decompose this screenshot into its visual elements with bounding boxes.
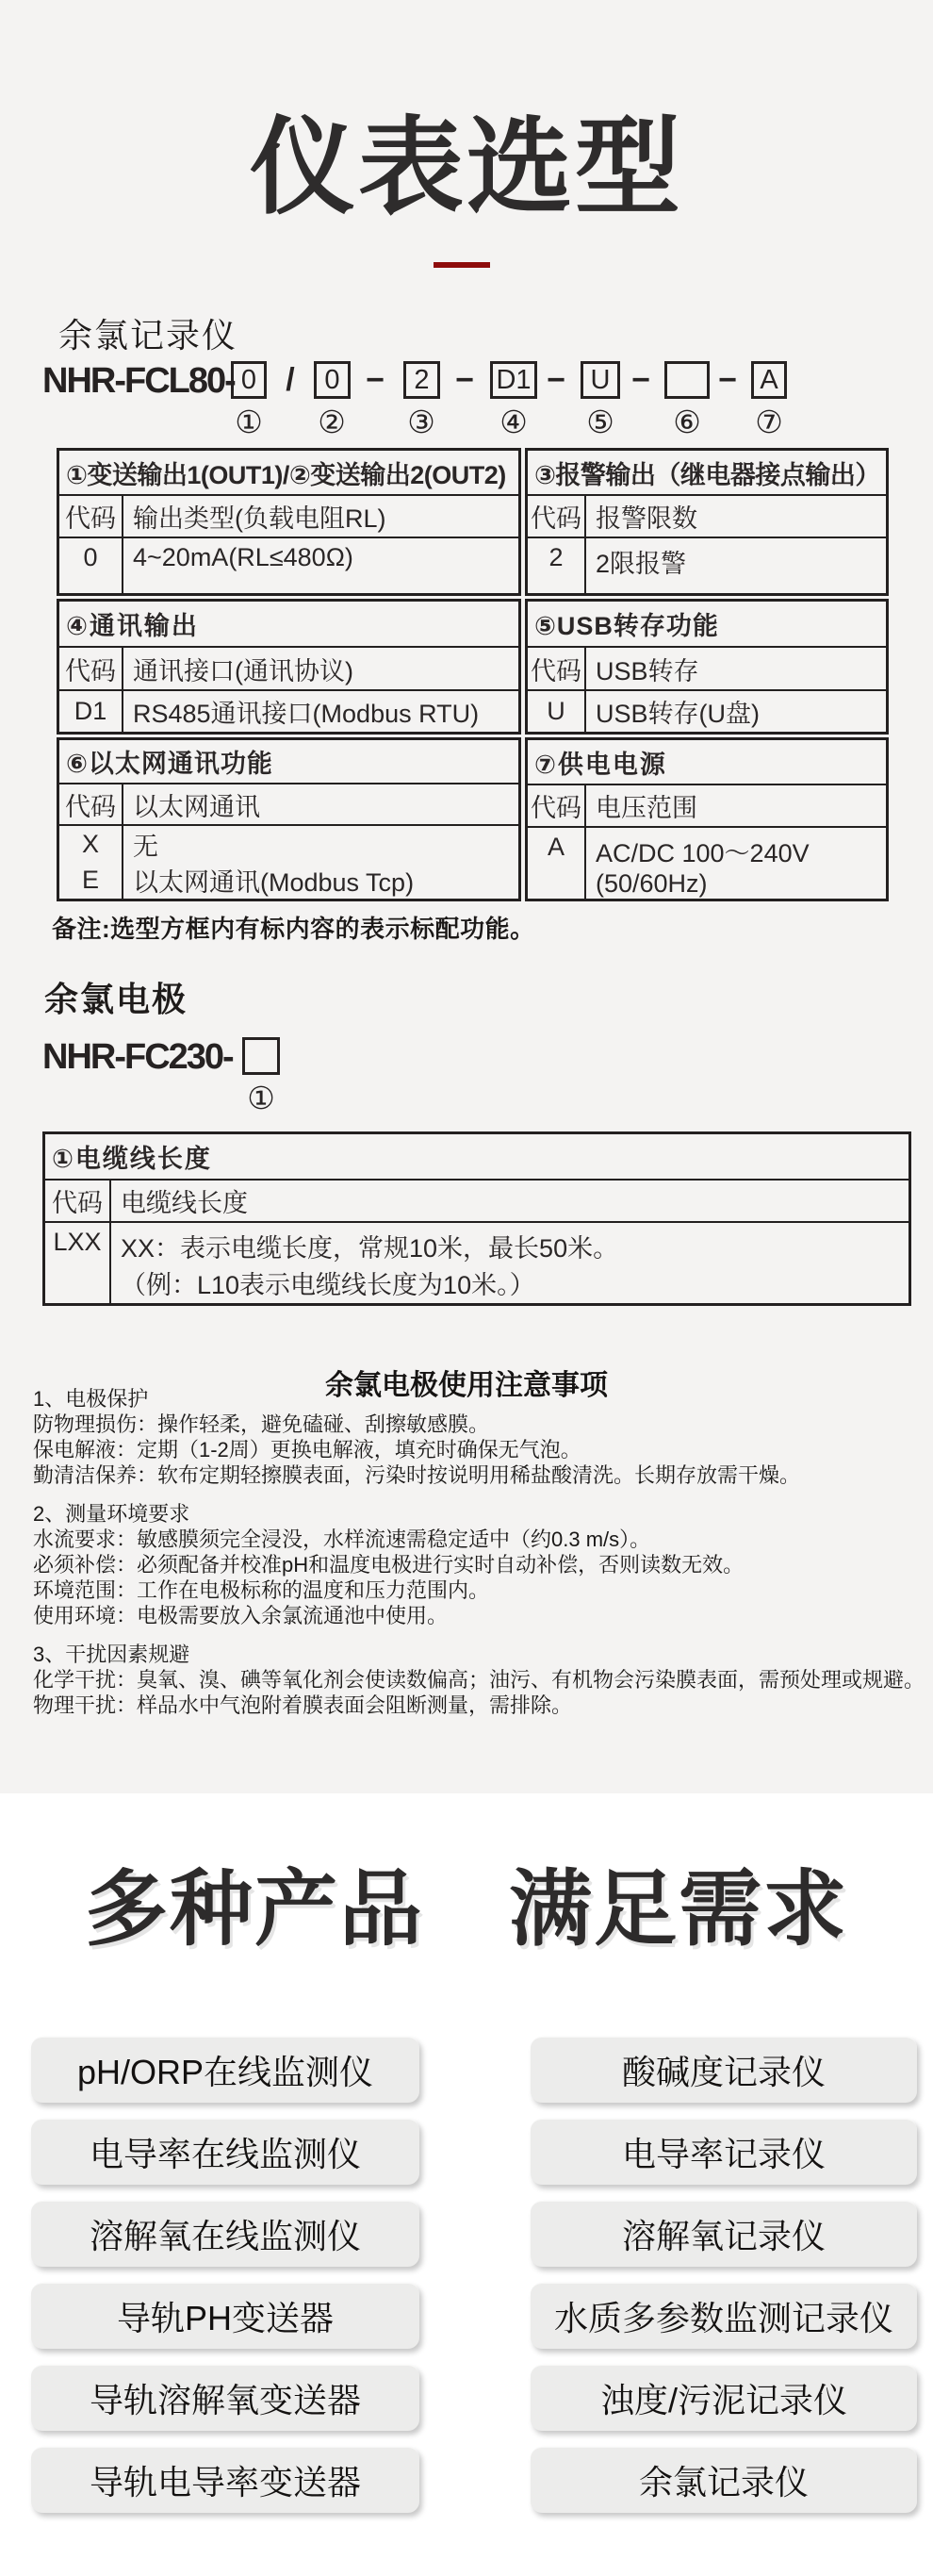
- note-line: 勤清洁保养：软布定期轻擦膜表面，污染时按说明用稀盐酸清洗。长期存放需干燥。: [33, 1463, 801, 1487]
- circled-number-2: ②: [318, 404, 346, 440]
- code-value: X: [59, 826, 123, 862]
- model-separator-2: −: [366, 362, 385, 398]
- model-code-box-1: 0: [231, 361, 267, 399]
- note-line: 水流要求：敏感膜须完全浸没，水样流速需稳定适中（约0.3 m/s）。: [33, 1527, 651, 1551]
- code-value: E: [59, 862, 123, 899]
- desc-value: USB转存(U盘): [596, 700, 760, 728]
- col-header-desc: 以太网通讯: [133, 792, 260, 821]
- desc-line-1: AC/DC 100～240V: [596, 839, 810, 867]
- note-line: 防物理损伤：操作轻柔，避免磕碰、刮擦敏感膜。: [33, 1412, 490, 1436]
- desc-value: 2限报警: [596, 550, 687, 578]
- circled-number-7: ⑦: [755, 404, 783, 440]
- model-separator-3: −: [455, 362, 474, 398]
- notes-title: 余氯电极使用注意事项: [325, 1370, 608, 1401]
- note-group-1: [33, 1386, 909, 1488]
- note-heading: 1、电极保护: [33, 1387, 149, 1411]
- code-value: D1: [59, 691, 123, 732]
- recorder-model-prefix: NHR-FCL80-: [42, 361, 235, 401]
- table-header-row: [528, 648, 886, 691]
- note-line: 保电解液：定期（1-2周）更换电解液，填充时确保无气泡。: [33, 1438, 581, 1461]
- electrode-model-line: [0, 1037, 933, 1127]
- col-header-desc: 报警限数: [596, 504, 697, 533]
- desc-value: 以太网通讯(Modbus Tcp): [133, 868, 415, 897]
- col-header-code: 代码: [528, 496, 586, 537]
- note-heading: 2、测量环境要求: [33, 1502, 190, 1526]
- model-code-box-3: 2: [403, 361, 440, 399]
- code-value: 2: [528, 538, 586, 593]
- desc-line-2: (50/60Hz): [596, 869, 708, 898]
- col-header-desc: USB转存: [596, 656, 699, 685]
- col-header-desc: 电压范围: [596, 794, 697, 823]
- table-header-row: [59, 784, 518, 826]
- table-row: [528, 691, 886, 732]
- col-header-code: 代码: [528, 785, 586, 826]
- table-row: [528, 538, 886, 593]
- note-group-3: [33, 1642, 925, 1718]
- model-code-box-4: D1: [490, 361, 537, 399]
- table-header-row: [45, 1181, 908, 1223]
- note-line: 使用环境：电极需要放入余氯流通池中使用。: [33, 1604, 449, 1627]
- circled-number-5: ⑤: [586, 404, 614, 440]
- product-button-rail-conductivity-transmitter[interactable]: 导轨电导率变送器: [31, 2447, 419, 2513]
- products-title: [0, 1862, 933, 1957]
- product-button-dissolved-oxygen-recorder[interactable]: 溶解氧记录仪: [531, 2201, 917, 2267]
- section-title: ③报警输出（继电器接点输出）: [528, 451, 886, 496]
- note-line: 环境范围：工作在电极标称的温度和压力范围内。: [33, 1578, 490, 1602]
- circled-number-3: ③: [407, 404, 435, 440]
- col-header-desc: 电缆线长度: [121, 1189, 248, 1217]
- selection-remark: 备注:选型方框内有标内容的表示标配功能。: [52, 915, 535, 943]
- desc-value: 4~20mA(RL≤480Ω): [133, 543, 353, 571]
- section-title: ⑦供电电源: [528, 740, 886, 785]
- model-code-box-6: [664, 361, 710, 399]
- table-section-alarm: [525, 448, 889, 596]
- product-button-residual-chlorine-recorder[interactable]: 余氯记录仪: [531, 2447, 917, 2513]
- recorder-model-line: [0, 361, 933, 451]
- model-code-box-5: U: [581, 361, 620, 399]
- section-title: ⑤USB转存功能: [528, 602, 886, 648]
- model-separator-4: −: [547, 362, 565, 398]
- circled-number-6: ⑥: [673, 404, 701, 440]
- title-accent-dash: [434, 262, 490, 268]
- code-value: LXX: [45, 1223, 111, 1303]
- code-value: U: [528, 691, 586, 732]
- section-title: ④通讯输出: [59, 602, 518, 648]
- desc-value: [111, 1223, 618, 1303]
- note-line: 物理干扰：样品水中气泡附着膜表面会阻断测量，需排除。: [33, 1693, 573, 1717]
- product-button-dissolved-oxygen-monitor[interactable]: 溶解氧在线监测仪: [31, 2201, 419, 2267]
- recorder-series-label: 余氯记录仪: [58, 316, 238, 355]
- model-code-box-7: A: [751, 361, 787, 399]
- table-row: [59, 538, 518, 593]
- product-button-conductivity-recorder[interactable]: 电导率记录仪: [531, 2119, 917, 2185]
- table-header-row: [528, 785, 886, 828]
- section-title: ①电缆线长度: [45, 1134, 908, 1181]
- col-header-code: 代码: [59, 496, 123, 537]
- col-header-desc: 输出类型(负载电阻RL): [133, 504, 386, 533]
- product-button-ph-orp-monitor[interactable]: pH/ORP在线监测仪: [31, 2037, 419, 2103]
- note-group-2: [33, 1501, 909, 1628]
- model-separator-1: /: [286, 362, 295, 398]
- product-button-turbidity-recorder[interactable]: 浊度/污泥记录仪: [531, 2365, 917, 2431]
- code-value: A: [528, 828, 586, 899]
- note-line: 必须补偿：必须配备并校准pH和温度电极进行实时自动补偿，否则读数无效。: [33, 1553, 745, 1577]
- table-section-power: [525, 737, 889, 901]
- product-button-rail-dissolved-oxygen-transmitter[interactable]: 导轨溶解氧变送器: [31, 2365, 419, 2431]
- table-section-usb: [525, 599, 889, 735]
- table-row: [59, 862, 518, 899]
- product-button-conductivity-monitor[interactable]: 电导率在线监测仪: [31, 2119, 419, 2185]
- model-separator-6: −: [718, 362, 737, 398]
- desc-value: 无: [133, 832, 158, 861]
- table-row: [45, 1223, 908, 1303]
- electrode-code-box: [242, 1037, 280, 1075]
- col-header-desc: 通讯接口(通讯协议): [133, 656, 353, 685]
- electrode-series-label: 余氯电极: [44, 980, 188, 1018]
- col-header-code: 代码: [45, 1181, 111, 1221]
- desc-line-2: （例：L10表示电缆线长度为10米。）: [121, 1271, 535, 1299]
- model-separator-5: −: [631, 362, 650, 398]
- product-button-multiparameter-recorder[interactable]: 水质多参数监测记录仪: [531, 2283, 917, 2349]
- col-header-code: 代码: [59, 648, 123, 689]
- page-title: 仪表选型: [250, 108, 683, 226]
- table-header-row: [59, 648, 518, 691]
- section-title: ①变送输出1(OUT1)/②变送输出2(OUT2): [59, 451, 518, 496]
- products-title-left: 多种产品: [84, 1862, 424, 1956]
- desc-value: RS485通讯接口(Modbus RTU): [133, 700, 480, 728]
- col-header-code: 代码: [59, 784, 123, 824]
- table-row: [59, 691, 518, 732]
- model-code-box-2: 0: [314, 361, 351, 399]
- col-header-code: 代码: [528, 648, 586, 689]
- desc-line-1: XX：表示电缆长度，常规10米，最长50米。: [121, 1234, 619, 1263]
- note-heading: 3、干扰因素规避: [33, 1643, 190, 1666]
- table-row: [59, 826, 518, 862]
- table-row: [528, 828, 886, 899]
- electrode-model-prefix: NHR-FC230-: [42, 1037, 233, 1077]
- notes-block: [33, 1386, 925, 1731]
- section-title: ⑥以太网通讯功能: [59, 740, 518, 784]
- electrode-circled-number-1: ①: [247, 1080, 275, 1116]
- desc-value: [586, 828, 810, 899]
- table-section-cable-length: [42, 1131, 911, 1306]
- table-section-comm: [57, 599, 521, 735]
- note-line: 化学干扰：臭氧、溴、碘等氧化剂会使读数偏高；油污、有机物会污染膜表面，需预处理或规避。: [33, 1668, 925, 1692]
- product-button-grid: [31, 2037, 917, 2513]
- products-title-right: 满足需求: [509, 1862, 849, 1956]
- table-header-row: [59, 496, 518, 538]
- product-button-rail-ph-transmitter[interactable]: 导轨PH变送器: [31, 2283, 419, 2349]
- table-section-ethernet: [57, 737, 521, 901]
- table-section-output: [57, 448, 521, 596]
- circled-number-1: ①: [235, 404, 263, 440]
- product-button-acidity-recorder[interactable]: 酸碱度记录仪: [531, 2037, 917, 2103]
- circled-number-4: ④: [499, 404, 528, 440]
- code-value: 0: [59, 538, 123, 593]
- table-header-row: [528, 496, 886, 538]
